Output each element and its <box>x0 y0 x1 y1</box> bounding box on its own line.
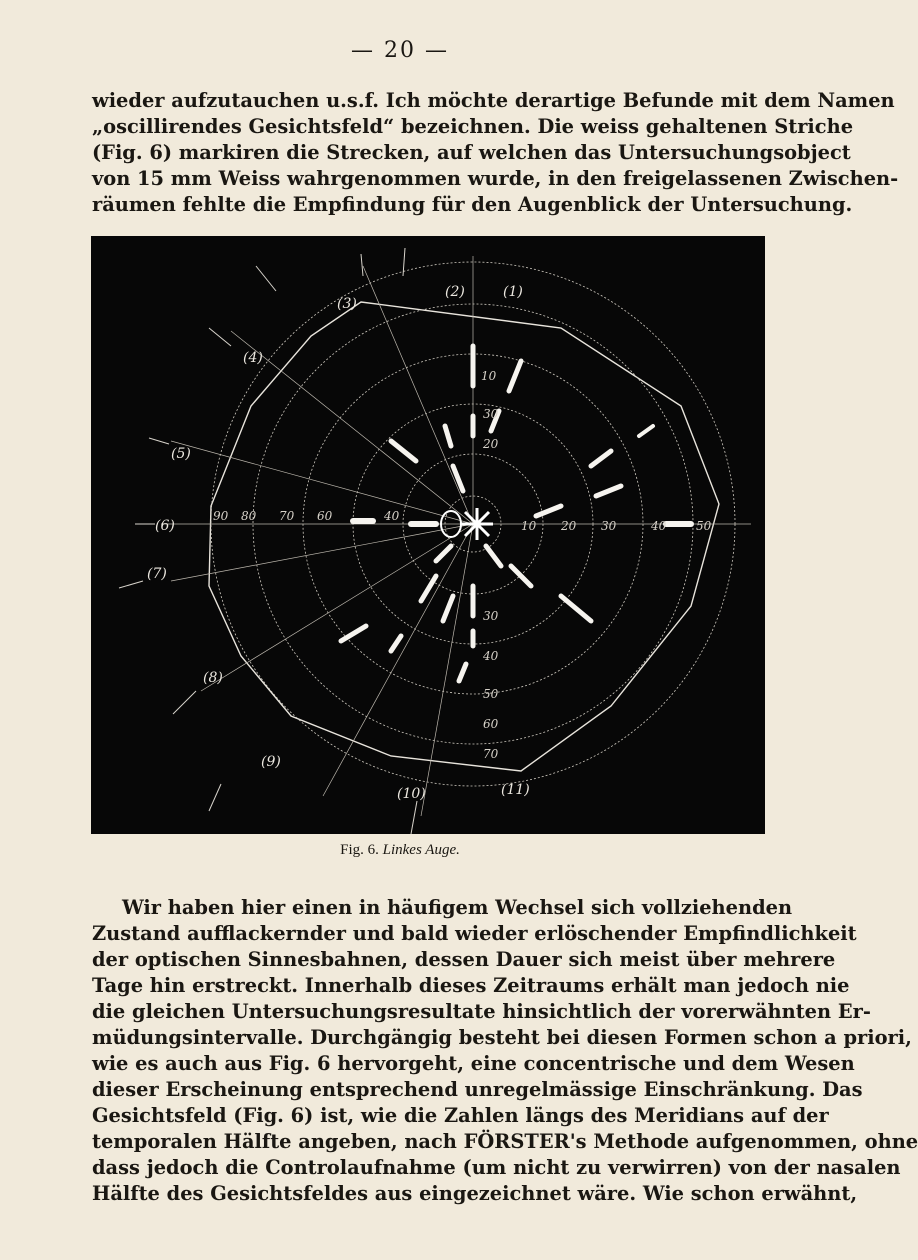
scale-left-90: 90 <box>213 509 229 523</box>
meridian-label-7: (7) <box>147 566 167 582</box>
text-line: dieser Erscheinung entsprechend unregelmässige Einschränkung. Das <box>92 1078 863 1101</box>
center-star <box>461 508 493 540</box>
scale-upper-10: 10 <box>481 369 497 383</box>
scale-lower-60: 60 <box>483 717 499 731</box>
meridian-label-2: (2) <box>445 284 465 300</box>
meridian-label-6: (6) <box>155 518 175 534</box>
meridian-label-4: (4) <box>243 350 263 366</box>
scale-upper-30: 30 <box>483 407 499 421</box>
scale-upper-20: 20 <box>483 437 499 451</box>
paragraph-2 <box>92 895 918 1207</box>
meridian-label-9: (9) <box>261 754 281 770</box>
text-line: Hälfte des Gesichtsfeldes aus eingezeichnet wäre. Wie schon erwähnt, <box>92 1182 858 1205</box>
scale-right-30: 30 <box>601 519 617 533</box>
text-line: Tage hin erstreckt. Innerhalb dieses Zeitraums erhält man jedoch nie <box>92 974 850 997</box>
meridian-label-10: (10) <box>397 786 426 802</box>
visual-field-diagram <box>91 236 765 834</box>
text-line: der optischen Sinnesbahnen, dessen Dauer sich meist über mehrere <box>92 948 836 971</box>
text-line: (Fig. 6) markiren die Strecken, auf welchen das Untersuchungsobject <box>92 141 851 164</box>
scale-right-20: 20 <box>561 519 577 533</box>
caption-prefix: Fig. 6. <box>340 842 379 858</box>
text-line: dass jedoch die Controlaufnahme (um nicht zu verwirren) von der nasalen <box>92 1156 901 1179</box>
text-line: müdungsintervalle. Durchgängig besteht bei diesen Formen schon a priori, <box>92 1026 912 1049</box>
text-line: von 15 mm Weiss wahrgenommen wurde, in den freigelassenen Zwischen- <box>92 167 899 190</box>
meridian-label-5: (5) <box>171 446 191 462</box>
text-line: wie es auch aus Fig. 6 hervorgeht, eine concentrische und dem Wesen <box>92 1052 855 1075</box>
page-number: — 20 — <box>351 38 449 63</box>
text-line: wieder aufzutauchen u.s.f. Ich möchte derartige Befunde mit dem Namen <box>92 89 895 112</box>
meridian-label-1: (1) <box>503 284 523 300</box>
text-line: die gleichen Untersuchungsresultate hinsichtlich der vorerwähnten Er- <box>92 1000 871 1023</box>
scale-lower-30: 30 <box>483 609 499 623</box>
scale-right-40: 40 <box>651 519 667 533</box>
meridian-label-8: (8) <box>203 670 223 686</box>
scale-right-50: 50 <box>696 519 712 533</box>
pointer-arrows <box>119 248 417 834</box>
visual-field-figure <box>91 236 765 834</box>
scale-right-10: 10 <box>521 519 537 533</box>
scale-lower-70: 70 <box>483 747 499 761</box>
caption-title: Linkes Auge. <box>382 842 460 858</box>
text-line: Wir haben hier einen in häufigem Wechsel sich vollziehenden <box>122 896 793 919</box>
text-line: temporalen Hälfte angeben, nach FÖRSTER's Methode aufgenommen, ohne <box>92 1130 918 1153</box>
scale-left-40: 40 <box>384 509 400 523</box>
text-line: Zustand aufflackernder und bald wieder erlöschender Empfindlichkeit <box>92 922 857 945</box>
scale-lower-50: 50 <box>483 687 499 701</box>
paragraph-1 <box>92 88 899 218</box>
meridian-label-11: (11) <box>501 782 530 798</box>
scale-left-60: 60 <box>317 509 333 523</box>
figure-caption <box>0 842 800 859</box>
text-line: „oscillirendes Gesichtsfeld“ bezeichnen. Die weiss gehaltenen Striche <box>92 115 854 138</box>
meridian-label-3: (3) <box>337 296 357 312</box>
text-line: Gesichtsfeld (Fig. 6) ist, wie die Zahlen längs des Meridians auf der <box>92 1104 829 1127</box>
scale-left-80: 80 <box>241 509 257 523</box>
text-line: räumen fehlte die Empfindung für den Augenblick der Untersuchung. <box>92 193 853 216</box>
scale-left-70: 70 <box>279 509 295 523</box>
scale-lower-40: 40 <box>483 649 499 663</box>
